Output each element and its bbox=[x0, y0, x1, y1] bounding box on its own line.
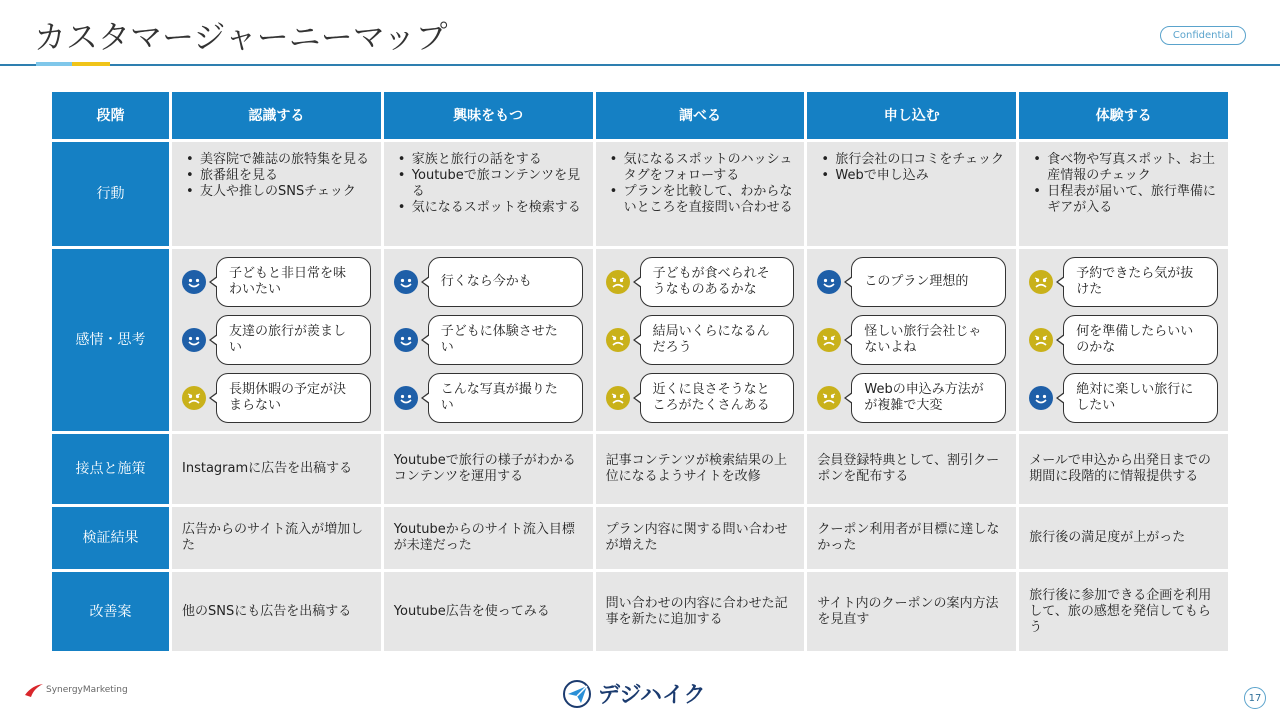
row-header-emotion: 感情・思考 bbox=[52, 249, 169, 431]
emotion-item bbox=[182, 373, 371, 423]
touchpoint-cell: Instagramに広告を出稿する bbox=[172, 434, 381, 504]
improvement-cell: 他のSNSにも広告を出稿する bbox=[172, 572, 381, 651]
row-header-action: 行動 bbox=[52, 142, 169, 246]
action-item: • 食べ物や写真スポット、お土産情報のチェック bbox=[1029, 152, 1218, 184]
brand-name: デジハイク bbox=[598, 683, 706, 708]
emotion-cell bbox=[807, 249, 1016, 431]
action-item: • Youtubeで旅コンテンツを見る bbox=[394, 168, 583, 200]
sad-face-icon bbox=[606, 270, 630, 294]
thought-bubble: 何を準備したらいいのかな bbox=[1063, 315, 1218, 365]
confidential-badge: Confidential bbox=[1160, 26, 1246, 45]
emotion-item bbox=[182, 257, 371, 307]
stage-header: 認識する bbox=[172, 92, 381, 139]
happy-face-icon bbox=[394, 386, 418, 410]
emotion-item bbox=[394, 257, 583, 307]
action-item: • 友人や推しのSNSチェック bbox=[182, 184, 369, 200]
emotion-item bbox=[1029, 315, 1218, 365]
sad-face-icon bbox=[606, 328, 630, 352]
thought-bubble: このプラン理想的 bbox=[851, 257, 1006, 307]
emotion-item bbox=[606, 373, 795, 423]
header-rule-accent bbox=[36, 62, 72, 66]
emotion-item bbox=[394, 315, 583, 365]
row-header-result: 検証結果 bbox=[52, 507, 169, 569]
thought-bubble: Webの申込み方法がが複雑で大変 bbox=[851, 373, 1006, 423]
thought-bubble: こんな写真が撮りたい bbox=[428, 373, 583, 423]
thought-bubble: 行くなら今かも bbox=[428, 257, 583, 307]
stage-header: 興味をもつ bbox=[384, 92, 593, 139]
thought-bubble: 子どもが食べられそうなものあるかな bbox=[640, 257, 795, 307]
improvement-cell: 問い合わせの内容に合わせた記事を新たに追加する bbox=[596, 572, 805, 651]
touchpoint-cell: 会員登録特典として、割引クーポンを配布する bbox=[807, 434, 1016, 504]
emotion-item bbox=[817, 373, 1006, 423]
stage-header: 調べる bbox=[596, 92, 805, 139]
thought-bubble: 結局いくらになるんだろう bbox=[640, 315, 795, 365]
happy-face-icon bbox=[817, 270, 841, 294]
thought-bubble: 怪しい旅行会社じゃないよね bbox=[851, 315, 1006, 365]
action-item: • 気になるスポットを検索する bbox=[394, 200, 583, 216]
paper-plane-logo-icon bbox=[562, 679, 592, 709]
happy-face-icon bbox=[394, 270, 418, 294]
action-item: • 家族と旅行の話をする bbox=[394, 152, 583, 168]
thought-bubble: 子どもと非日常を味わいたい bbox=[216, 257, 371, 307]
row-header-improvement: 改善案 bbox=[52, 572, 169, 651]
action-cell bbox=[807, 142, 1016, 246]
sad-face-icon bbox=[1029, 328, 1053, 352]
touchpoint-cell: 記事コンテンツが検索結果の上位になるようサイトを改修 bbox=[596, 434, 805, 504]
happy-face-icon bbox=[1029, 386, 1053, 410]
sad-face-icon bbox=[182, 386, 206, 410]
synergy-marketing-logo bbox=[24, 682, 128, 698]
thought-bubble: 絶対に楽しい旅行にしたい bbox=[1063, 373, 1218, 423]
brand-logo bbox=[562, 678, 706, 709]
swoosh-logo-icon bbox=[24, 682, 44, 698]
thought-bubble: 友達の旅行が羨ましい bbox=[216, 315, 371, 365]
action-item: • プランを比較して、わからないところを直接問い合わせる bbox=[606, 184, 795, 216]
emotion-cell bbox=[172, 249, 381, 431]
row-header-touchpoint: 接点と施策 bbox=[52, 434, 169, 504]
result-cell: Youtubeからのサイト流入目標が未達だった bbox=[384, 507, 593, 569]
result-cell: 広告からのサイト流入が増加した bbox=[172, 507, 381, 569]
action-cell bbox=[384, 142, 593, 246]
improvement-cell: Youtube広告を使ってみる bbox=[384, 572, 593, 651]
result-cell: 旅行後の満足度が上がった bbox=[1019, 507, 1228, 569]
thought-bubble: 子どもに体験させたい bbox=[428, 315, 583, 365]
emotion-item bbox=[817, 257, 1006, 307]
happy-face-icon bbox=[182, 270, 206, 294]
action-item: • 気になるスポットのハッシュタグをフォローする bbox=[606, 152, 795, 184]
emotion-cell bbox=[384, 249, 593, 431]
sad-face-icon bbox=[606, 386, 630, 410]
action-item: • 美容院で雑誌の旅特集を見る bbox=[182, 152, 369, 168]
emotion-cell bbox=[596, 249, 805, 431]
page-number: 17 bbox=[1244, 687, 1266, 709]
header-rule bbox=[0, 64, 1280, 66]
action-cell bbox=[596, 142, 805, 246]
action-item: • 旅行会社の口コミをチェック bbox=[817, 152, 1004, 168]
action-cell bbox=[172, 142, 381, 246]
emotion-item bbox=[182, 315, 371, 365]
result-cell: プラン内容に関する問い合わせが増えた bbox=[596, 507, 805, 569]
action-cell bbox=[1019, 142, 1228, 246]
journey-map-table bbox=[52, 92, 1228, 642]
action-item: • 日程表が届いて、旅行準備にギアが入る bbox=[1029, 184, 1218, 216]
page-title: カスタマージャーニーマップ bbox=[34, 18, 448, 56]
touchpoint-cell: メールで申込から出発日までの期間に段階的に情報提供する bbox=[1019, 434, 1228, 504]
emotion-item bbox=[606, 315, 795, 365]
touchpoint-cell: Youtubeで旅行の様子がわかるコンテンツを運用する bbox=[384, 434, 593, 504]
action-item: • 旅番組を見る bbox=[182, 168, 369, 184]
thought-bubble: 長期休暇の予定が決まらない bbox=[216, 373, 371, 423]
thought-bubble: 近くに良さそうなところがたくさんある bbox=[640, 373, 795, 423]
sad-face-icon bbox=[1029, 270, 1053, 294]
emotion-item bbox=[606, 257, 795, 307]
thought-bubble: 予約できたら気が抜けた bbox=[1063, 257, 1218, 307]
result-cell: クーポン利用者が目標に達しなかった bbox=[807, 507, 1016, 569]
left-logo-text: SynergyMarketing bbox=[46, 685, 128, 695]
header-rule-accent bbox=[72, 62, 110, 66]
action-item: • Webで申し込み bbox=[817, 168, 1004, 184]
emotion-cell bbox=[1019, 249, 1228, 431]
improvement-cell: サイト内のクーポンの案内方法を見直す bbox=[807, 572, 1016, 651]
improvement-cell: 旅行後に参加できる企画を利用して、旅の感想を発信してもらう bbox=[1019, 572, 1228, 651]
emotion-item bbox=[817, 315, 1006, 365]
emotion-item bbox=[394, 373, 583, 423]
stage-header: 申し込む bbox=[807, 92, 1016, 139]
emotion-item bbox=[1029, 373, 1218, 423]
sad-face-icon bbox=[817, 328, 841, 352]
happy-face-icon bbox=[182, 328, 206, 352]
happy-face-icon bbox=[394, 328, 418, 352]
stage-header-label: 段階 bbox=[52, 92, 169, 139]
emotion-item bbox=[1029, 257, 1218, 307]
sad-face-icon bbox=[817, 386, 841, 410]
stage-header: 体験する bbox=[1019, 92, 1228, 139]
